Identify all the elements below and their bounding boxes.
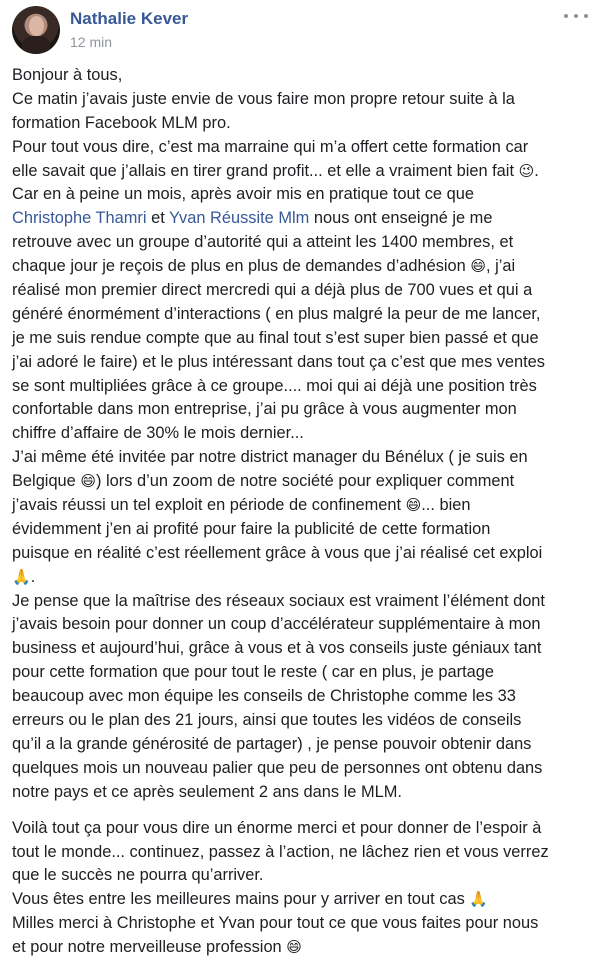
author-avatar[interactable]: [12, 6, 60, 54]
post-text-line: et pour notre merveilleuse profession 😄: [12, 938, 302, 957]
post-text-line: puisque en réalité c’est réellement grâce à vous que j’ai réalisé cet exploi: [12, 543, 543, 562]
post-text-line: pour cette formation que pour tout le reste ( car en plus, je partage: [12, 663, 494, 682]
post-text-line: Ce matin j’avais juste envie de vous faire mon propre retour suite à la: [12, 89, 515, 108]
post-text-line: Belgique 😄) lors d’un zoom de notre société pour expliquer comment: [12, 472, 515, 491]
post-text-line: erreurs ou le plan des 21 jours, ainsi que toutes les vidéos de conseils: [12, 711, 522, 730]
post-text-line: Bonjour à tous,: [12, 66, 123, 84]
post-text-line: se sont multipliées grâce à ce groupe.... moi qui ai déjà une position très: [12, 376, 537, 395]
post-text-line: Je pense que la maîtrise des réseaux sociaux est vraiment l’élément dont: [12, 591, 545, 610]
post-text-line: elle savait que j’allais en tirer grand profit... et elle a vraiment bien fait 😉.: [12, 161, 539, 180]
post-text-line: confortable dans mon entreprise, j’ai pu grâce à vous augmenter mon: [12, 400, 517, 419]
avatar-face: [29, 16, 44, 36]
post-text-line: Pour tout vous dire, c’est ma marraine qui m’a offert cette formation car: [12, 137, 529, 156]
post-text-line: généré énormément d’interactions ( en plus malgré la peur de me lancer,: [12, 304, 541, 323]
post-text-line: j’avais besoin pour donner un coup d’accélérateur supplémentaire à mon: [12, 615, 541, 634]
paragraph-gap: [12, 805, 592, 817]
post-text-line: évidemment j’en ai profité pour faire la publicité de cette formation: [12, 519, 491, 538]
post-text-line: je me suis rendue compte que au final tout s’est super bien passé et que: [12, 328, 539, 347]
post-text-line: réalisé mon premier direct mercredi qui a déjà plus de 700 vues et qui a: [12, 281, 533, 300]
post-text-line: 🙏.: [12, 567, 36, 586]
more-dot: [574, 14, 578, 18]
post-timestamp[interactable]: 12 min: [70, 34, 113, 50]
post-text-line: chiffre d’affaire de 30% le mois dernier...: [12, 424, 304, 443]
post-body: [12, 64, 592, 960]
emoji-icon: 😄: [286, 938, 302, 957]
author-name[interactable]: Nathalie Kever: [70, 9, 189, 28]
post-text-line: Milles merci à Christophe et Yvan pour tout ce que vous faites pour nous: [12, 914, 539, 933]
post-text-line: formation Facebook MLM pro.: [12, 113, 231, 132]
post-text-line: j’ai adoré le faire) et le plus intéressant dans tout ça c’est que mes ventes: [12, 352, 545, 371]
post-text-line: quelques mois un nouveau palier que peu de personnes ont obtenu dans: [12, 758, 543, 777]
emoji-icon: 🙏: [12, 567, 31, 586]
post-text-line: Voilà tout ça pour vous dire un énorme merci et pour donner de l’espoir à: [12, 818, 542, 837]
mention-link[interactable]: Christophe Thamri: [12, 209, 147, 228]
post-text-line: Christophe Thamri et Yvan Réussite Mlm nous ont enseigné je me: [12, 209, 493, 228]
emoji-icon: 😉: [518, 161, 535, 180]
avatar-body: [22, 36, 50, 54]
emoji-icon: 😄: [470, 257, 486, 276]
emoji-icon: 😄: [80, 472, 96, 491]
post-text-line: que le succès ne pourra qu’arriver.: [12, 866, 264, 885]
post-text-line: business et aujourd’hui, grâce à vous et à vos conseils juste géniaux tant: [12, 639, 542, 658]
post-text-line: Vous êtes entre les meilleures mains pour y arriver en tout cas 🙏: [12, 890, 489, 909]
post-text-line: J’ai même été invitée par notre district manager du Bénélux ( je suis en: [12, 448, 528, 467]
post-text-line: qu’il a la grande générosité de partager) , je pense pouvoir obtenir dans: [12, 734, 532, 753]
emoji-icon: 😄: [405, 496, 422, 515]
post-text-line: beaucoup avec mon équipe les conseils de Christophe comme les 33: [12, 687, 516, 706]
more-options-icon[interactable]: [564, 8, 588, 24]
post-text-line: Car en à peine un mois, après avoir mis en pratique tout ce que: [12, 185, 474, 204]
more-dot: [564, 14, 568, 18]
post-text-line: retrouve avec un groupe d’autorité qui a atteint les 1400 membres, et: [12, 233, 514, 252]
post-text-line: notre pays et ce après seulement 2 ans dans le MLM.: [12, 782, 402, 801]
emoji-icon: 🙏: [469, 890, 489, 909]
more-dot: [584, 14, 588, 18]
mention-link[interactable]: Yvan Réussite Mlm: [169, 209, 310, 228]
post-text-line: j’avais réussi un tel exploit en période de confinement 😄... bien: [12, 496, 471, 515]
post-header: [12, 6, 588, 56]
post-text-line: chaque jour je reçois de plus en plus de demandes d’adhésion 😄, j’ai: [12, 257, 516, 276]
post-text-line: tout le monde... continuez, passez à l’action, ne lâchez rien et vous verrez: [12, 842, 549, 861]
